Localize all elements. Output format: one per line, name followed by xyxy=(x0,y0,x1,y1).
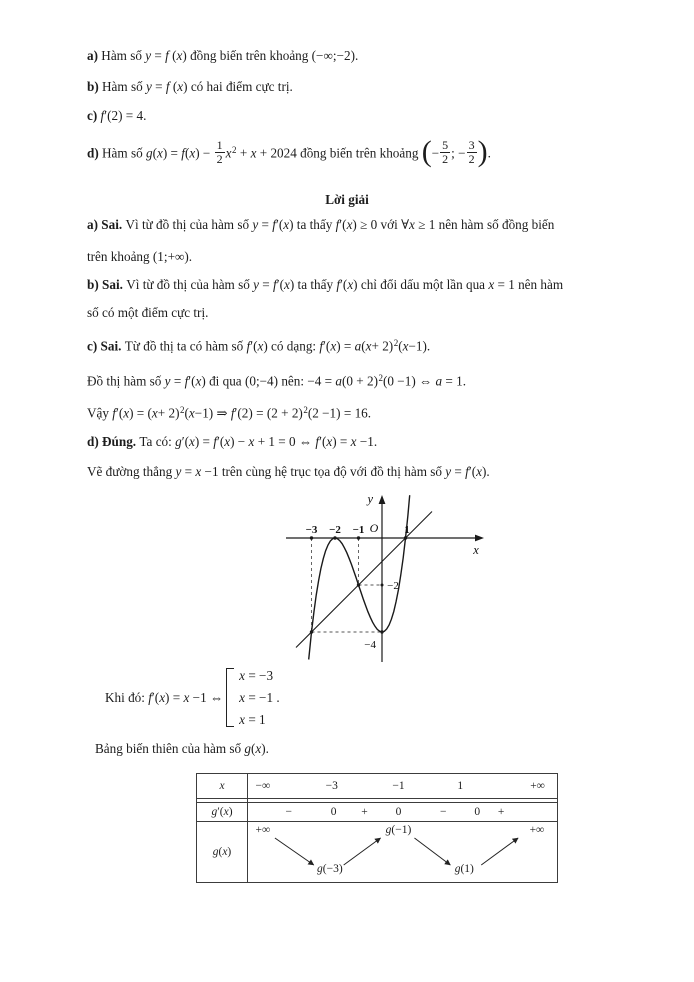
solution-line-d2: Vẽ đường thẳng y = x −1 trên cùng hệ trục tọa độ với đồ thị hàm số y = f′(x). xyxy=(87,464,490,479)
double-rule-value-gap xyxy=(248,799,557,802)
arrow-increasing-2 xyxy=(481,838,518,865)
table-header-gprime: g ′( x ) xyxy=(197,803,248,821)
solution-title: Lời giải xyxy=(325,192,369,207)
x-value: −3 xyxy=(325,780,338,792)
table-header-x: x xyxy=(197,774,248,798)
arrow-increasing-1 xyxy=(344,838,381,865)
cases-block xyxy=(226,666,280,729)
g-min-value-1: g(−3) xyxy=(317,863,343,875)
cubic-curve xyxy=(309,495,410,659)
origin-label: O xyxy=(369,521,379,535)
solution-line-c1: c) Sai. Từ đồ thị ta có hàm số f′(x) có dạng: $f'(x) = a(x+ 2)^2(x-1)$. xyxy=(87,338,431,354)
sign: − xyxy=(440,806,447,818)
solution-line-c3: Vậy $f'(x) = (x+ 2)^2(x-1)$ ⇒ $f'(2) = (2 + 2)^2(2 -1) = 16$. xyxy=(87,405,372,421)
graph-labels xyxy=(306,492,480,651)
sign-zero: 0 xyxy=(395,806,402,818)
sign: − xyxy=(285,806,293,818)
conclusion-line xyxy=(105,666,280,729)
table-row-gprime xyxy=(197,803,557,822)
arrow-decreasing-2 xyxy=(414,838,450,865)
case-line-3: x = 1 xyxy=(239,712,266,727)
x-value: −∞ xyxy=(255,780,271,792)
g-limit-right: +∞ xyxy=(529,824,545,836)
table-row-x xyxy=(197,774,557,799)
tick-label-minus3: −3 xyxy=(305,524,318,536)
axis-label-y: y xyxy=(367,492,373,506)
y-axis-arrow xyxy=(379,495,386,504)
derivative-graph-figure xyxy=(276,490,494,668)
tick-label-1: 1 xyxy=(404,524,410,536)
x-value: 1 xyxy=(457,780,464,792)
x-value: −1 xyxy=(392,780,405,792)
double-rule-label-gap xyxy=(197,799,248,802)
statement-line-b: b) Hàm số y = f (x) có hai điểm cực trị. xyxy=(87,79,293,94)
tick-label-y-minus4: −4 xyxy=(364,639,376,651)
sign: + xyxy=(497,806,505,818)
statement-line-d: d) Hàm số g(x) = f(x) − $\frac{1}{2}$ $x^2 + x + 2024$ đồng biến trên khoảng (− $\frac{5}{2}$ ; − $\frac{3}{2}$ ). xyxy=(87,135,491,169)
arrow-decreasing-1 xyxy=(275,838,314,865)
bbt-caption: Bảng biến thiên của hàm số g(x). xyxy=(95,741,269,756)
sign: + xyxy=(361,806,368,818)
g-min-value-2: g(1) xyxy=(454,863,474,875)
case-line-1: x = −3 xyxy=(239,668,274,683)
statement-line-c: c) f′(2) = 4. xyxy=(87,108,147,123)
table-sign-values xyxy=(248,803,557,821)
sign-zero: 0 xyxy=(474,806,481,818)
table-row-g xyxy=(197,822,557,882)
tick-label-y-minus2: −2 xyxy=(387,580,399,592)
solution-line-d1: d) Đúng. Ta có: g′(x) = f′(x) − x + 1 = 0 ⇔ f′(x) = x −1. xyxy=(87,434,378,449)
sign-zero: 0 xyxy=(330,806,337,818)
x-value: +∞ xyxy=(530,780,545,792)
solution-line-a2: trên khoảng (1;+∞). xyxy=(87,249,193,264)
table-header-g: g ( x ) xyxy=(197,822,248,882)
table-x-values xyxy=(248,774,557,798)
tick-label-minus1: −1 xyxy=(352,524,365,536)
solution-line-b1: b) Sai. Vì từ đồ thị của hàm số y = f′(x) ta thấy f′(x) chỉ đổi dấu một lần qua x = 1 nên hàm xyxy=(87,277,564,292)
case-line-2: x = −1 . xyxy=(239,690,280,705)
solution-line-a1: a) Sai. Vì từ đồ thị của hàm số y = f′(x) ta thấy f′(x) ≥ 0 với ∀x ≥ 1 nên hàm số đồng biến xyxy=(87,217,555,232)
statement-line-a: a) Hàm số y = f (x) đồng biến trên khoảng (−∞;−2). xyxy=(87,48,359,63)
g-limit-left: +∞ xyxy=(255,824,271,836)
variation-table xyxy=(196,773,558,883)
solution-line-c2: Đồ thị hàm số y = f′(x) đi qua (0;−4) nên: $-4 = a(0 + 2)^2(0 -1)$ ⇔ a = 1. xyxy=(87,373,467,389)
tick-label-minus2: −2 xyxy=(329,524,341,536)
axis-label-x: x xyxy=(473,543,479,557)
cases-bracket xyxy=(226,668,234,727)
g-max-value: g(−1) xyxy=(385,824,412,836)
x-axis-arrow xyxy=(475,535,484,542)
table-g-flow xyxy=(248,822,557,882)
solution-line-b2: số có một điểm cực trị. xyxy=(87,305,209,320)
conclusion-math: Khi đó: f′(x) = x −1 ⇔ xyxy=(105,689,224,705)
cases-column xyxy=(239,666,280,729)
